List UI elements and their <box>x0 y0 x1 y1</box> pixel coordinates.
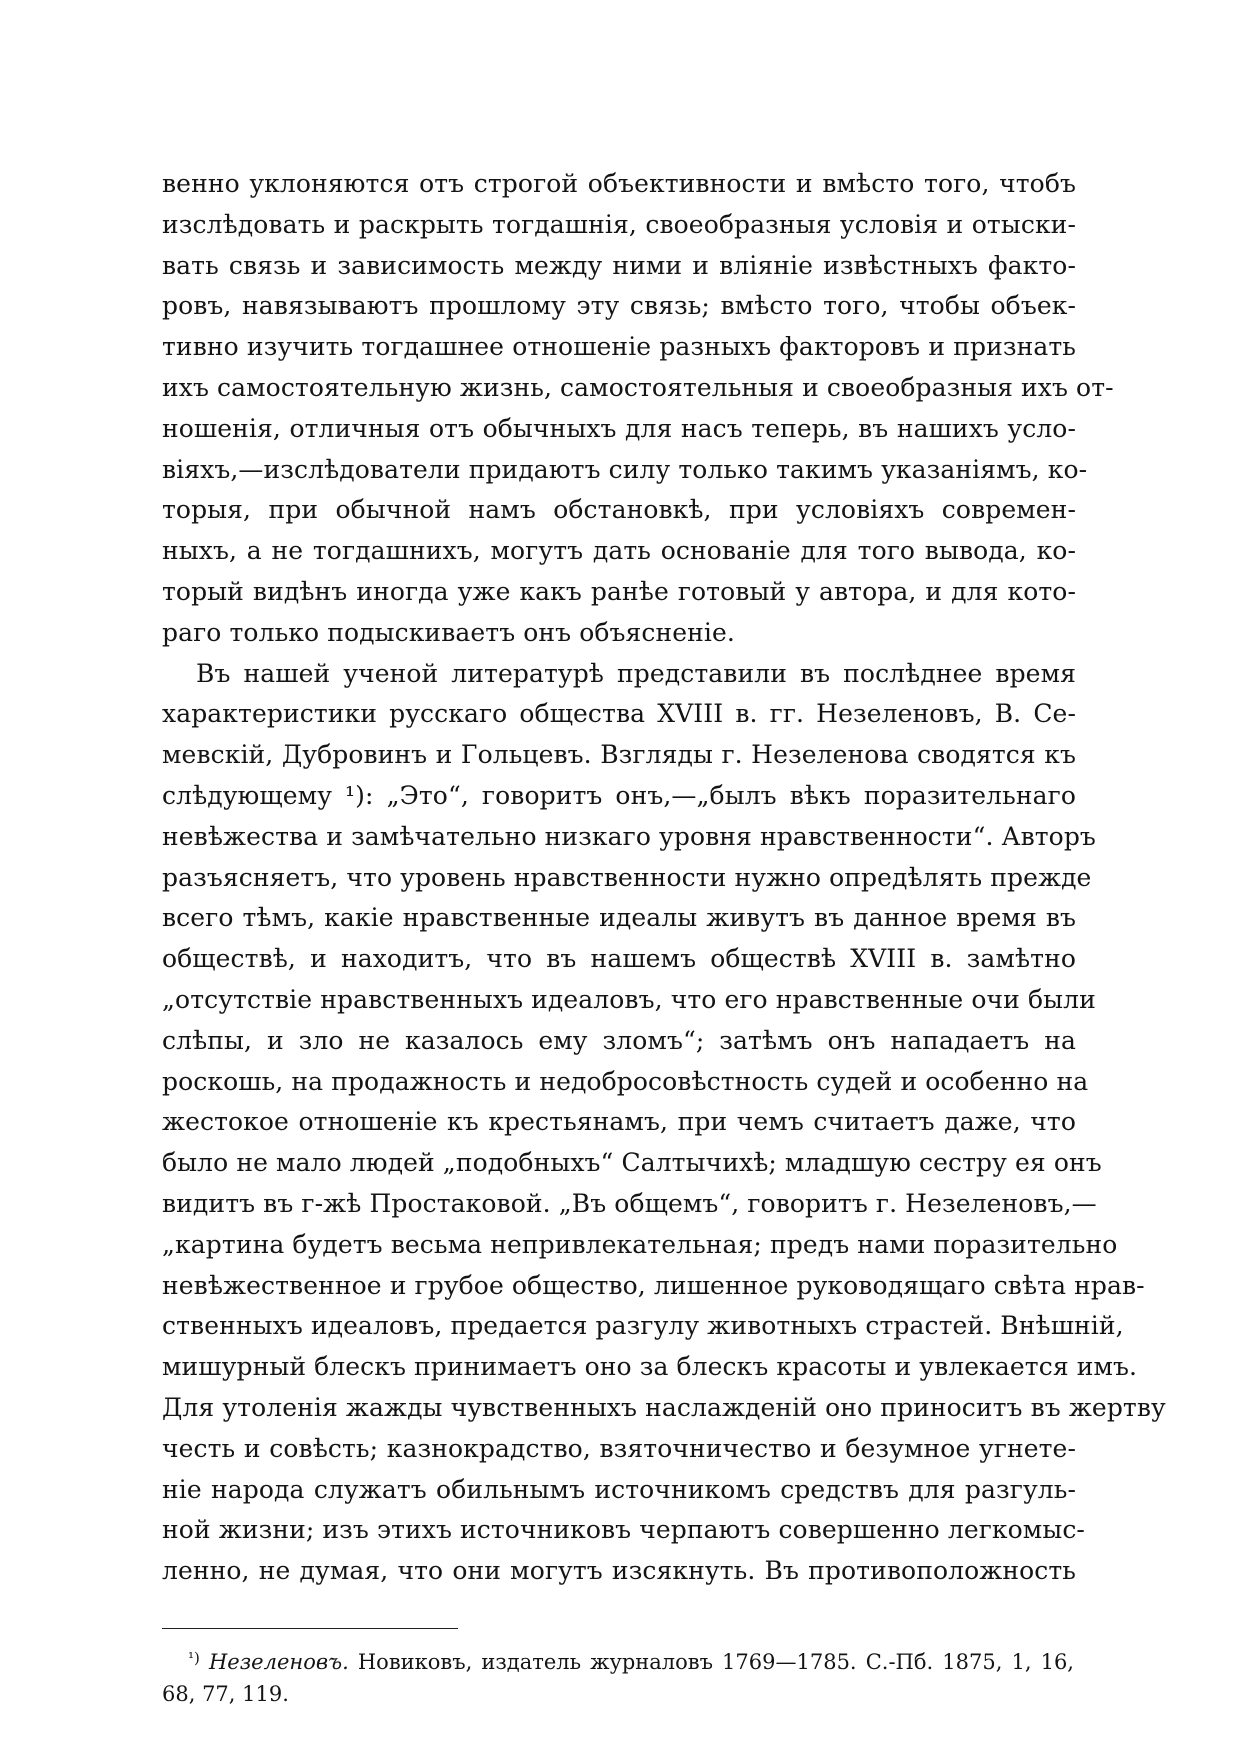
footnote-author: Незеленовъ. <box>208 1650 349 1674</box>
text-line: ихъ самостоятельную жизнь, самостоятельныя и своеобразныя ихъ от- <box>162 372 1114 402</box>
text-line: „картина будетъ весьма непривлекательная; предъ нами поразительно <box>162 1229 1118 1259</box>
text-line: характеристики русскаго общества XVIII в. гг. Незеленовъ, В. Се- <box>162 699 1076 729</box>
text-line: Въ нашей ученой литературѣ представили въ послѣднее время <box>196 658 1076 688</box>
text-line: честь и совѣсть; казнокрадство, взяточничество и безумное угнете- <box>162 1433 1076 1463</box>
text-line: невѣжественное и грубое общество, лишенное руководящаго свѣта нрав- <box>162 1270 1145 1300</box>
text-line: торый видѣнъ иногда уже какъ ранѣе готовый у автора, и для кото- <box>162 576 1076 606</box>
text-line: видитъ въ г-жѣ Простаковой. „Въ общемъ“, говоритъ г. Незеленовъ,— <box>162 1188 1097 1218</box>
text-line: венно уклоняются отъ строгой объективности и вмѣсто того, чтобъ <box>162 169 1076 198</box>
text-line: раго только подыскиваетъ онъ объясненіе. <box>162 617 735 647</box>
text-line: ніе народа служатъ обильнымъ источникомъ средствъ для разгуль- <box>162 1474 1076 1504</box>
text-line: разъясняетъ, что уровень нравственности нужно опредѣлять прежде <box>162 862 1092 892</box>
text-line: ной жизни; изъ этихъ источниковъ черпаютъ совершенно легкомыс- <box>162 1515 1085 1545</box>
footnote-marker: ¹) <box>188 1649 200 1667</box>
text-line: тивно изучить тогдашнее отношеніе разныхъ факторовъ и признать <box>162 332 1076 362</box>
footnote-divider <box>162 1628 458 1629</box>
text-line: ровъ, навязываютъ прошлому эту связь; вмѣсто того, чтобы объек- <box>162 291 1076 321</box>
footnote-text: Новиковъ, издатель журналовъ 1769—1785. С.-Пб. 1875, 1, 16, <box>357 1650 1074 1674</box>
footnote <box>162 1640 1074 1712</box>
text-line: всего тѣмъ, какіе нравственные идеалы живутъ въ данное время въ <box>162 903 1076 933</box>
text-line: жестокое отношеніе къ крестьянамъ, при чемъ считаетъ даже, что <box>162 1107 1076 1137</box>
text-line: мевскій, Дубровинъ и Гольцевъ. Взгляды г. Незеленова сводятся къ <box>162 740 1076 770</box>
footnote-line: 68, 77, 119. <box>162 1682 289 1706</box>
text-line: ныхъ, а не тогдашнихъ, могутъ дать основаніе для того вывода, ко- <box>162 536 1076 566</box>
text-line: Для утоленія жажды чувственныхъ наслажденій оно приноситъ въ жертву <box>162 1392 1166 1422</box>
text-line: вать связь и зависимость между ними и вліяніе извѣстныхъ факто- <box>162 250 1076 280</box>
text-line: віяхъ,—изслѣдователи придаютъ силу только такимъ указаніямъ, ко- <box>162 454 1088 484</box>
text-line: слѣпы, и зло не казалось ему зломъ“; затѣмъ онъ нападаетъ на <box>162 1025 1076 1055</box>
text-line: слѣдующему ¹): „Это“, говоритъ онъ,—„былъ вѣкъ поразительнаго <box>162 780 1076 810</box>
text-line: роскошь, на продажность и недобросовѣстность судей и особенно на <box>162 1066 1089 1096</box>
text-line: „отсутствіе нравственныхъ идеаловъ, что его нравственные очи были <box>162 984 1096 1014</box>
text-line: ленно, не думая, что они могутъ изсякнуть. Въ противоположность <box>162 1556 1076 1586</box>
body-text <box>162 164 1166 1592</box>
text-line: невѣжества и замѣчательно низкаго уровня нравственности“. Авторъ <box>162 821 1096 851</box>
text-line: ственныхъ идеаловъ, предается разгулу животныхъ страстей. Внѣшній, <box>162 1311 1124 1341</box>
text-line: торыя, при обычной намъ обстановкѣ, при условіяхъ современ- <box>162 495 1076 525</box>
footnote-line <box>162 1640 1074 1676</box>
text-line: обществѣ, и находитъ, что въ нашемъ обществѣ XVIII в. замѣтно <box>162 944 1076 974</box>
text-line: изслѣдовать и раскрыть тогдашнія, своеобразныя условія и отыски- <box>162 209 1076 239</box>
text-line: было не мало людей „подобныхъ“ Салтычихѣ; младшую сестру ея онъ <box>162 1148 1102 1178</box>
text-line: ношенія, отличныя отъ обычныхъ для насъ теперь, въ нашихъ усло- <box>162 413 1076 443</box>
text-line: мишурный блескъ принимаетъ оно за блескъ красоты и увлекается имъ. <box>162 1352 1138 1382</box>
